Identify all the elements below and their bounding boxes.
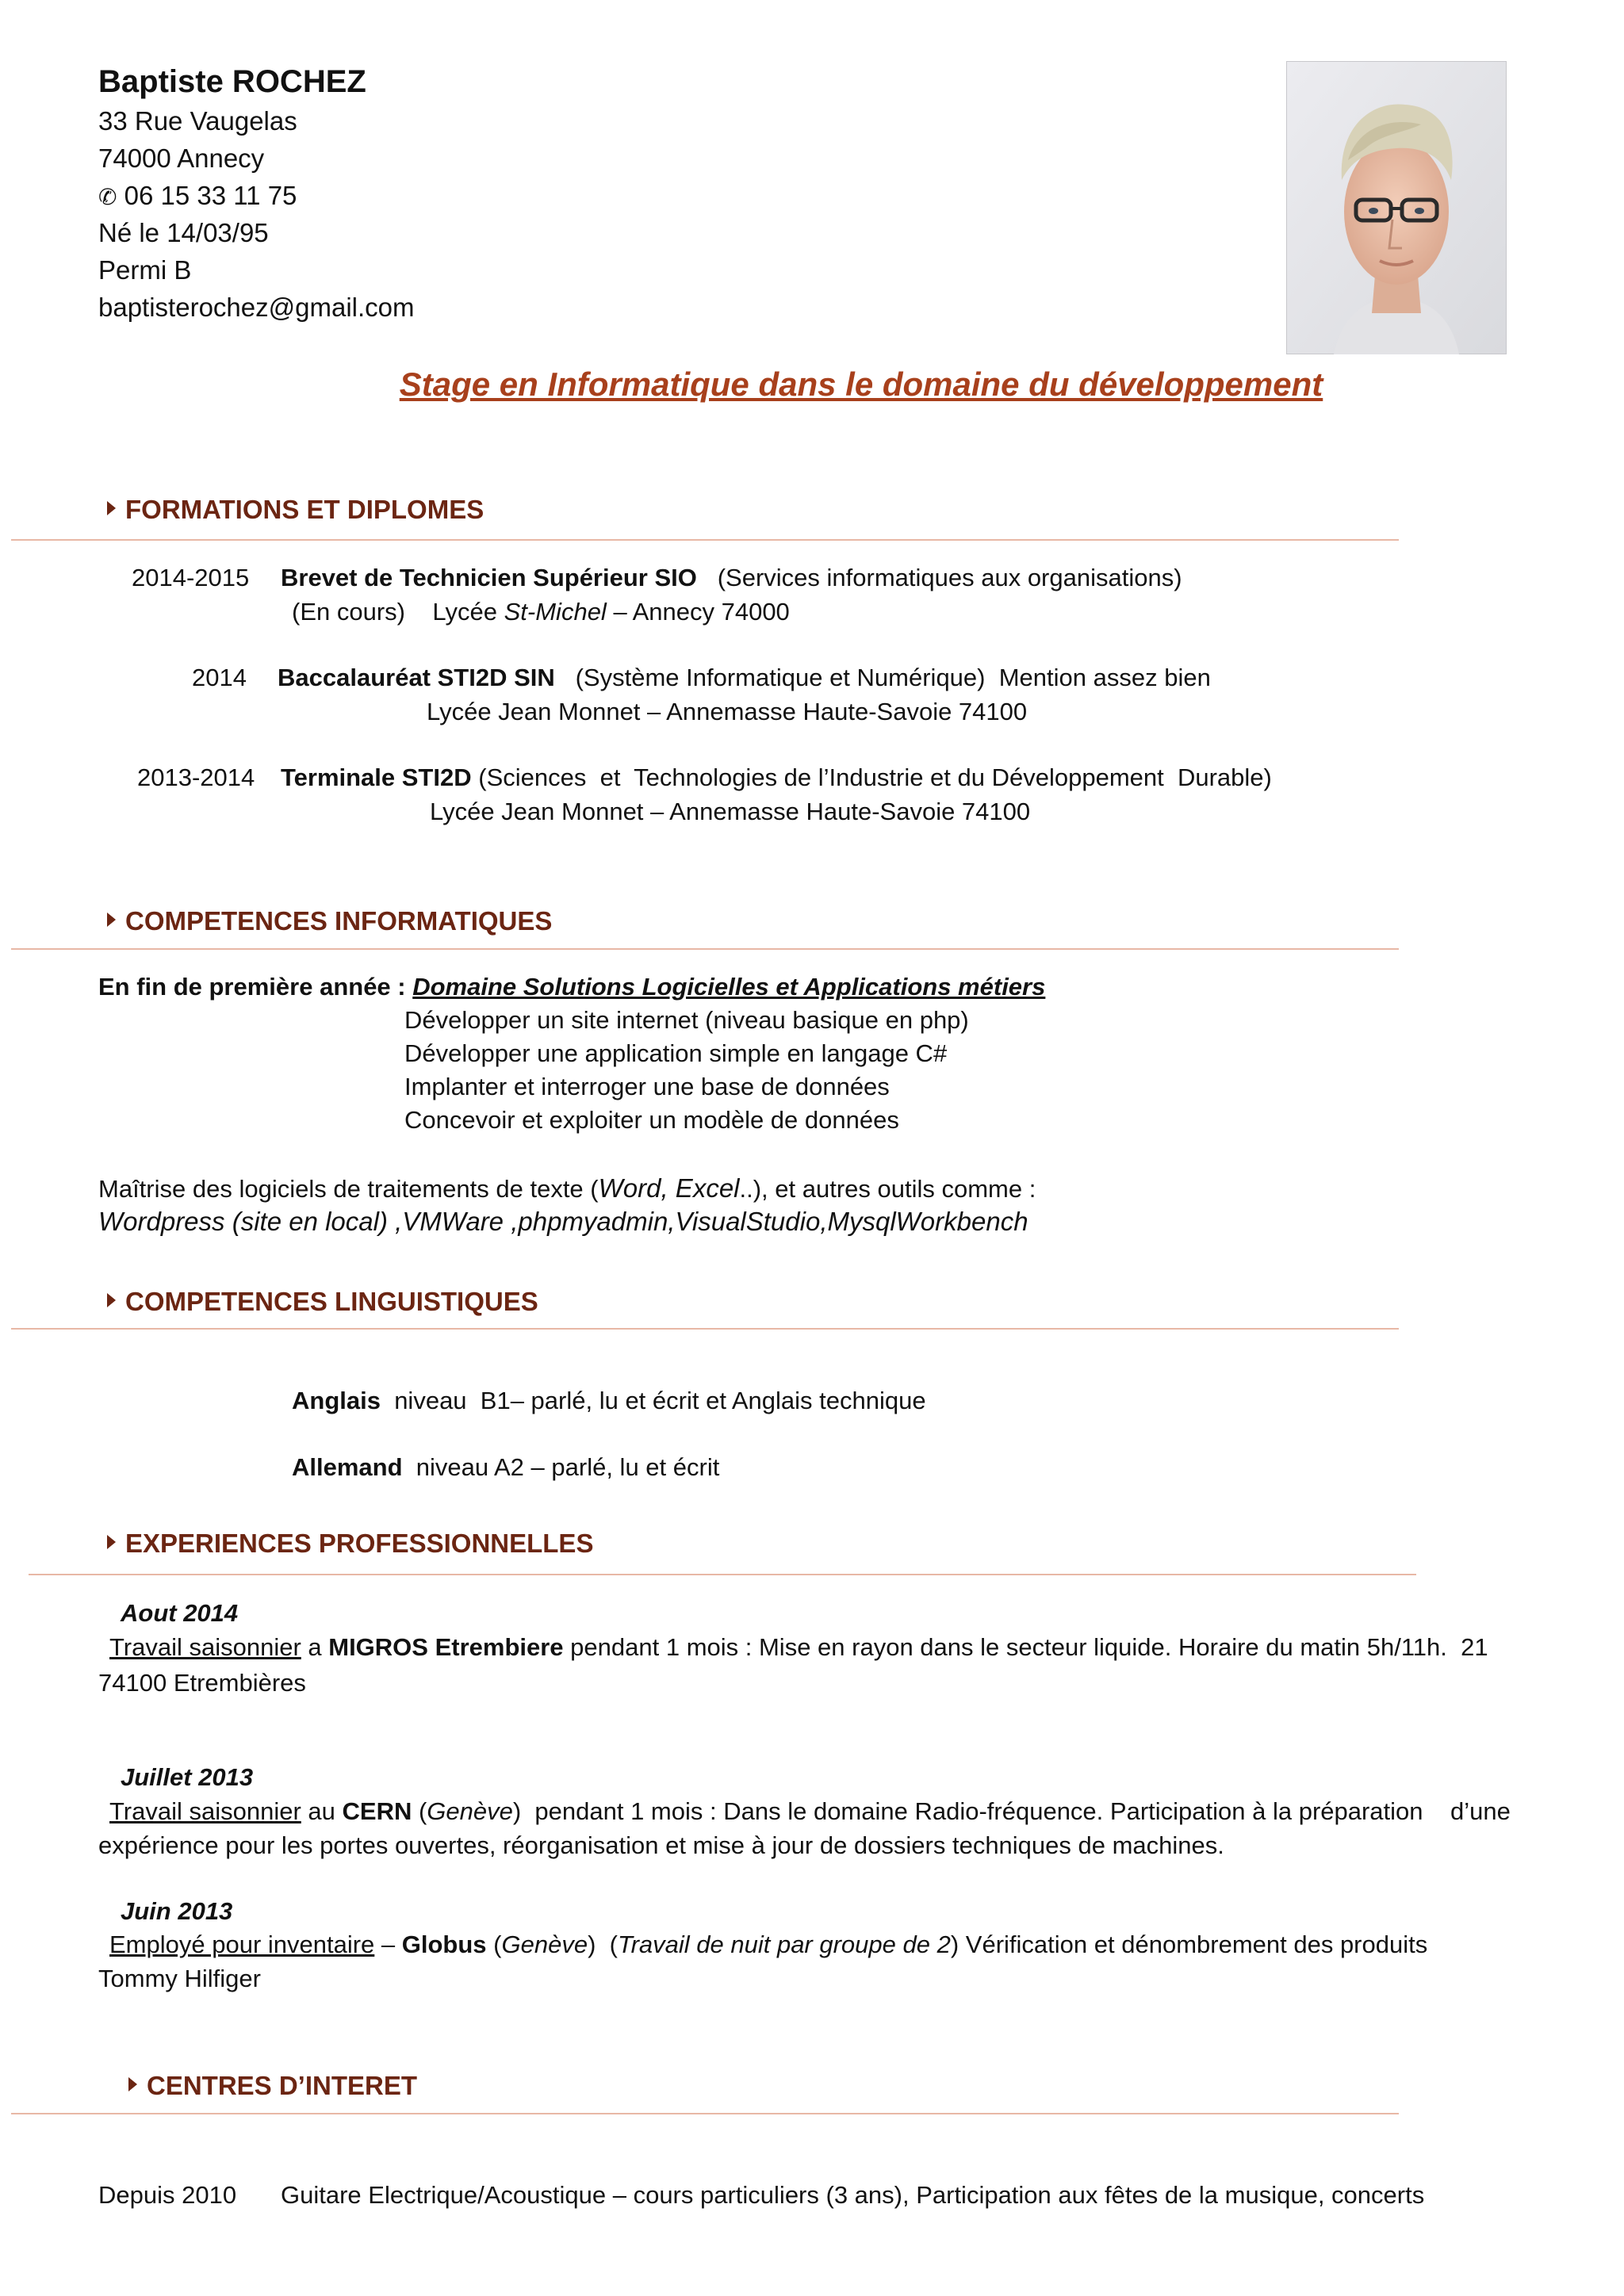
formation-detail: (Services informatiques aux organisations): [717, 564, 1182, 591]
objective-title: Stage en Informatique dans le domaine du développement: [399, 365, 1323, 403]
caret-right-icon: [128, 2077, 137, 2091]
section-divider: [29, 1574, 1416, 1575]
experience-line: Travail saisonnier au CERN (Genève) pendant 1 mois : Dans le domaine Radio-fréquence. Participation à la préparation d’une: [109, 1797, 1511, 1825]
section-interets: [128, 2068, 417, 2104]
experience-role: Employé pour inventaire: [109, 1931, 375, 1958]
tools-italic: Word, Excel: [598, 1173, 740, 1203]
caret-right-icon: [107, 501, 116, 515]
section-competences-info: [107, 903, 552, 939]
experience-company: Globus: [401, 1931, 487, 1958]
experience-line: Employé pour inventaire – Globus (Genève) (Travail de nuit par groupe de 2) Vérification et dénombrement des produits: [109, 1931, 1428, 1958]
experience-description: pendant 1 mois : Mise en rayon dans le secteur liquide. Horaire du matin 5h/11h. 21: [563, 1633, 1488, 1661]
address-line1: 33 Rue Vaugelas: [98, 106, 297, 136]
interest-text: Guitare Electrique/Acoustique – cours particuliers (3 ans), Participation aux fêtes de la musique, concerts: [281, 2181, 1425, 2209]
section-divider: [11, 539, 1399, 541]
formation-title: Brevet de Technicien Supérieur SIO: [281, 564, 697, 591]
skill-item: Développer une application simple en langage C#: [404, 1039, 948, 1067]
language-level: niveau A2 – parlé, lu et écrit: [402, 1453, 720, 1481]
interest-since: Depuis 2010: [98, 2181, 237, 2209]
tools-line: [98, 1170, 1036, 1207]
section-divider: [11, 1328, 1399, 1330]
formation-school: Lycée Jean Monnet – Annemasse Haute-Savoie 74100: [427, 698, 1028, 725]
tools-prefix: Maîtrise des logiciels de traitements de texte (: [98, 1175, 599, 1203]
competences-domain: Domaine Solutions Logicielles et Applications métiers: [412, 973, 1046, 1001]
school-name: St-Michel: [504, 598, 607, 626]
experience-connector: a: [301, 1633, 329, 1661]
experience-date: Juillet 2013: [121, 1763, 254, 1791]
experience-date: Juin 2013: [121, 1897, 233, 1925]
section-experiences-label: EXPERIENCES PROFESSIONNELLES: [125, 1529, 594, 1558]
formation-title: Baccalauréat STI2D SIN: [278, 664, 555, 691]
language-level: niveau B1– parlé, lu et écrit et Anglais technique: [380, 1387, 926, 1414]
formation-school-prefix: (En cours) Lycée: [292, 598, 504, 626]
formation-entry: [281, 761, 1272, 795]
formation-year: 2014: [192, 664, 247, 691]
experience-description: Vérification et dénombrement des produits: [959, 1931, 1428, 1958]
section-competences-ling-label: COMPETENCES LINGUISTIQUES: [125, 1287, 538, 1316]
experience-line2: expérience pour les portes ouvertes, réorganisation et mise à jour de dossiers techniques de machines.: [98, 1831, 1224, 1859]
formation-detail: (Sciences et Technologies de l’Industrie et du Développement Durable): [478, 763, 1272, 791]
competences-intro: [98, 970, 1045, 1004]
caret-right-icon: [107, 1293, 116, 1307]
experience-date: Aout 2014: [121, 1599, 239, 1627]
language-name: Anglais: [292, 1387, 381, 1414]
experience-description: pendant 1 mois : Dans le domaine Radio-fréquence. Participation à la préparation d’une: [521, 1797, 1511, 1825]
formation-year: 2014-2015: [132, 564, 250, 591]
phone-number: 06 15 33 11 75: [124, 181, 297, 210]
skill-item: Développer un site internet (niveau basique en php): [404, 1006, 969, 1034]
formation-detail: (Système Informatique et Numérique) Mention assez bien: [575, 664, 1211, 691]
experience-note: Travail de nuit par groupe de 2: [617, 1931, 951, 1958]
formation-year: 2013-2014: [137, 763, 255, 791]
language-entry: [292, 1384, 926, 1418]
caret-right-icon: [107, 1535, 116, 1549]
formation-title: Terminale STI2D: [281, 763, 472, 791]
language-name: Allemand: [292, 1453, 403, 1481]
section-divider: [11, 2113, 1399, 2114]
tools-list: Wordpress (site en local) ,VMWare ,phpmyadmin,VisualStudio,MysqlWorkbench: [98, 1207, 1028, 1236]
experience-place: Genève: [501, 1931, 588, 1958]
skill-item: Implanter et interroger une base de données: [404, 1073, 890, 1100]
formation-school-suffix: – Annecy 74000: [606, 598, 790, 626]
phone-line: [98, 178, 297, 214]
caret-right-icon: [107, 913, 116, 927]
section-experiences: [107, 1525, 593, 1562]
skill-item: Concevoir et exploiter un modèle de données: [404, 1106, 899, 1134]
experience-role: Travail saisonnier: [109, 1633, 301, 1661]
formation-entry: [281, 561, 1182, 595]
experience-connector: au: [301, 1797, 343, 1825]
phone-icon: ✆: [98, 185, 117, 209]
tools-suffix: ..), et autres outils comme :: [739, 1175, 1036, 1203]
candidate-name: Baptiste ROCHEZ: [98, 64, 366, 99]
formation-school: Lycée Jean Monnet – Annemasse Haute-Savoie 74100: [430, 798, 1031, 825]
driving-license: Permi B: [98, 255, 192, 285]
experience-connector: –: [374, 1931, 402, 1958]
section-competences-info-label: COMPETENCES INFORMATIQUES: [125, 906, 553, 936]
section-interets-label: CENTRES D’INTERET: [147, 2071, 418, 2100]
experience-company: MIGROS Etrembiere: [328, 1633, 564, 1661]
language-entry: [292, 1451, 719, 1485]
experience-place: Genève: [427, 1797, 513, 1825]
experience-line2: 74100 Etrembières: [98, 1669, 306, 1697]
experience-role: Travail saisonnier: [109, 1797, 301, 1825]
section-divider: [11, 948, 1399, 950]
email: baptisterochez@gmail.com: [98, 293, 415, 322]
section-competences-ling: [107, 1284, 538, 1320]
competences-label: En fin de première année :: [98, 973, 413, 1001]
experience-line2: Tommy Hilfiger: [98, 1965, 261, 1992]
section-formations: [107, 492, 484, 528]
experience-company: CERN: [342, 1797, 412, 1825]
profile-photo: [1286, 61, 1507, 354]
formation-school: [292, 595, 790, 629]
address-line2: 74000 Annecy: [98, 144, 265, 173]
experience-line: [109, 1631, 1488, 1665]
formation-entry: [278, 661, 1211, 695]
section-formations-label: FORMATIONS ET DIPLOMES: [125, 495, 485, 524]
birth-date: Né le 14/03/95: [98, 218, 269, 247]
